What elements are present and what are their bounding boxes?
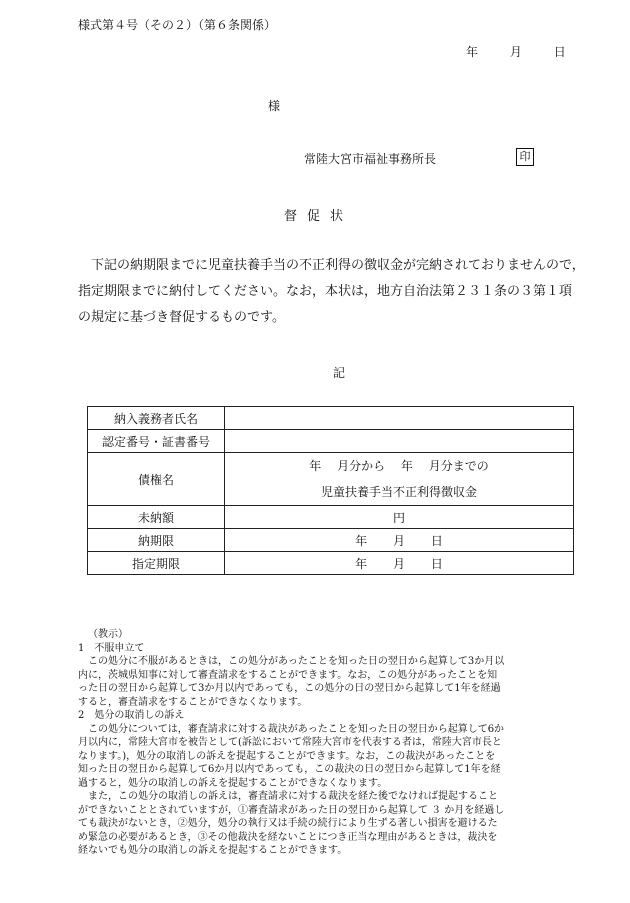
due-value (225, 529, 574, 552)
section-2-line: 過すると，処分の取消しの訴えを提起することができなくなります。 (78, 777, 388, 789)
section-1-line: 内に，茨城県知事に対して審査請求をすることができます。なお，この処分があったことを知 (78, 669, 498, 681)
due-month: 月 (392, 533, 405, 548)
cert-label: 認定番号・証書番号 (88, 430, 225, 453)
body-paragraph (78, 253, 618, 331)
unpaid-label: 未納額 (88, 506, 225, 529)
unpaid-unit: 円 (392, 510, 405, 525)
due-label: 納期限 (88, 529, 225, 552)
due-year: 年 (355, 533, 368, 548)
table-row (88, 430, 574, 453)
section-2-title: 2 処分の取消しの訴え (78, 710, 185, 721)
date-day: 日 (553, 45, 566, 59)
section-2-line: ても裁決がないとき，②処分，処分の執行又は手続の続行により生ずる著しい損害を避けるた (78, 818, 498, 829)
section-2-line: なります。)，処分の取消しの訴えを提起することができます。なお，この裁決があったことを (78, 750, 496, 762)
page-title: 督促状 (284, 209, 354, 224)
seal-box: 印 (516, 148, 534, 166)
section-1-title: 1 不服申立て (78, 642, 145, 654)
issuer-name: 常陸大宮市福祉事務所長 (304, 152, 437, 166)
section-2-line: この処分については，審査請求に対する裁決があったことを知った日の翌日から起算して6か (88, 723, 505, 735)
section-2-line: 月以内に，常陸大宮市を被告として(訴訟において常陸大宮市を代表する者は，常陸大宮市長と (78, 737, 502, 748)
ki-heading: 記 (333, 366, 346, 380)
cert-value (225, 430, 574, 453)
body-line-2: 指定期限までに納付してください。なお，本状は，地方自治法第２３１条の３第１項 (78, 284, 573, 299)
section-2-line: め緊急の必要があるとき，③その他裁決を経ないことにつき正当な理由があるときは，裁決を (78, 831, 498, 843)
form-number: 様式第４号（その２）（第６条関係） (78, 18, 277, 32)
claim-month-from: 月分から (337, 459, 386, 473)
claim-name: 児童扶養手当不正利得徴収金 (320, 485, 477, 499)
obligor-value (225, 407, 574, 430)
instructions (78, 628, 558, 858)
section-2-line: ができないこととされていますが，①審査請求があった日の翌日から起算して ３ か月を経過し (78, 804, 505, 816)
notes-heading: （教示） (88, 629, 128, 640)
table-row (88, 407, 574, 430)
claim-year-1: 年 (309, 459, 322, 473)
claim-value (225, 453, 574, 506)
deadline-label: 指定期限 (88, 552, 225, 575)
unpaid-value (225, 506, 574, 529)
recipient-suffix: 様 (268, 99, 281, 113)
table-row (88, 529, 574, 552)
deadline-year: 年 (355, 556, 368, 571)
section-1-line: この処分に不服があるときは，この処分があったことを知った日の翌日から起算して3か月以 (88, 656, 505, 667)
deadline-month: 月 (392, 556, 405, 571)
table-row (88, 552, 574, 575)
date-month: 月 (509, 45, 522, 59)
deadline-value (225, 552, 574, 575)
claim-month-to: 月分までの (428, 459, 489, 473)
obligor-label: 納入義務者氏名 (88, 407, 225, 430)
claim-year-2: 年 (400, 459, 413, 473)
deadline-day: 日 (430, 556, 443, 571)
section-1-line: った日の翌日から起算して3か月以内であっても，この処分の日の翌日から起算して1年を経過 (78, 683, 501, 694)
due-day: 日 (430, 533, 443, 548)
issue-date (466, 43, 566, 60)
table-row (88, 453, 574, 506)
body-line-1: 下記の納期限までに児童扶養手当の不正利得の徴収金が完納されておりませんので， (91, 258, 585, 273)
table-row (88, 506, 574, 529)
claim-period (225, 453, 573, 479)
date-year: 年 (466, 45, 479, 59)
section-1-line: すると，審査請求をすることができなくなります。 (78, 696, 308, 708)
section-2-line: また，この処分の取消しの訴えは，審査請求に対する裁決を経た後でなければ提起すること (88, 791, 498, 802)
section-2-line: 経ないでも処分の取消しの訴えを提起することができます。 (78, 845, 348, 856)
claim-table (87, 406, 574, 575)
section-2-line: 知った日の翌日から起算して6か月以内であっても，この裁決の日の翌日から起算して1年を経 (78, 764, 501, 775)
claim-label: 債権名 (88, 453, 225, 506)
body-line-3: の規定に基づき督促するものです。 (78, 310, 285, 325)
